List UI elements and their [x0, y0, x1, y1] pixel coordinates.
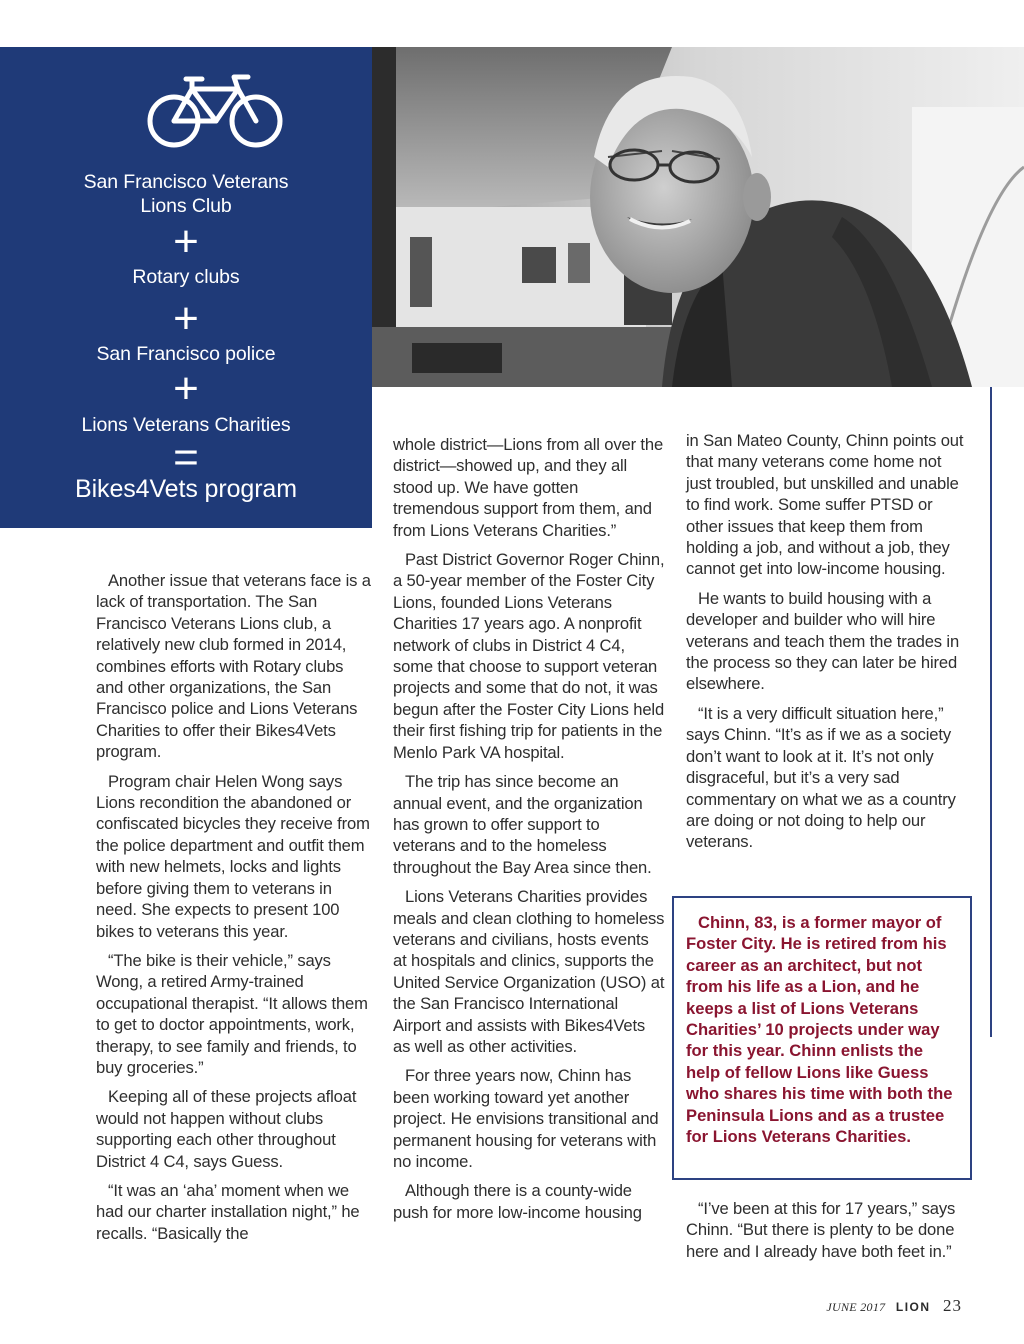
page-number: 23	[943, 1296, 962, 1315]
issue-date: JUNE 2017	[826, 1300, 886, 1314]
article-column-1	[96, 570, 374, 1252]
bicycle-icon	[146, 73, 284, 149]
bikes4vets-infobox	[0, 47, 372, 528]
paragraph: Program chair Helen Wong says Lions recondition the abandoned or confiscated bicycles they receive from the police department and outfit them with new helmets, locks and lights before giving them to veterans in need. She expects to present 100 bikes to veterans this year.	[96, 771, 370, 941]
plus-sign: +	[173, 364, 199, 413]
paragraph: “It was an ‘aha’ moment when we had our charter installation night,” he recalls. “Basically the	[96, 1180, 360, 1243]
paragraph: Another issue that veterans face is a lack of transportation. The San Francisco Veterans Lions club, a relatively new club formed in 2014, combines efforts with Rotary clubs and other organizations, the San Francisco police and Lions Veterans Charities to offer their Bikes4Vets program.	[96, 571, 371, 762]
paragraph: He wants to build housing with a developer and builder who will hire veterans and teach them the trades in the process so they can later be hired elsewhere.	[686, 588, 960, 694]
infobox-result: Bikes4Vets program	[75, 475, 297, 503]
paragraph: in San Mateo County, Chinn points out that many veterans come home not just troubled, but unskilled and unable to find work. Some suffer PTSD or other issues that keep them from holding a job, and without a job, they cannot get into low-income housing.	[686, 431, 964, 579]
pull-quote	[672, 896, 972, 1180]
pull-quote-text: Chinn, 83, is a former mayor of Foster City. He is retired from his career as an architect, but not from his life as a Lion, and he keeps a list of Lions Veterans Charities’ 10 projects under way for this year. Chinn enlists the help of fellow Lions like Guess who shares his time with both the Peninsula Lions and as a trustee for Lions Veterans Charities.	[686, 913, 953, 1147]
paragraph: “The bike is their vehicle,” says Wong, a retired Army-trained occupational therapist. “It allows them to get to doctor appointments, work, therapy, to see family and friends, to buy groceries.”	[96, 950, 368, 1077]
paragraph: Although there is a county-wide push for more low-income housing	[393, 1181, 642, 1222]
magazine-name: LION	[895, 1300, 931, 1314]
infobox-line-charities: Lions Veterans Charities	[81, 414, 291, 436]
paragraph: Past District Governor Roger Chinn, a 50-year member of the Foster City Lions, founded Lions Veterans Charities 17 years ago. A nonprofit network of clubs in District 4 C4, some that choose to support veteran projects and some that do not, it was begun after the Foster City Lions held their first fishing trip for patients in the Menlo Park VA hospital.	[393, 550, 665, 762]
portrait-image	[372, 47, 1024, 387]
infobox-line-sf-veterans: San Francisco Veterans	[83, 171, 289, 193]
paragraph: “It is a very difficult situation here,” says Chinn. “It’s as if we as a society don’t want to look at it. It’s not only disgraceful, but it’s a very sad commentary on what we as a country are doing or not doing to help our veterans.	[686, 703, 956, 852]
article-column-3-end	[686, 1198, 964, 1270]
infobox-line-rotary: Rotary clubs	[132, 266, 240, 288]
portrait-photo	[372, 47, 1024, 387]
equals-sign: =	[173, 433, 199, 482]
paragraph: Keeping all of these projects afloat would not happen without clubs supporting each other throughout District 4 C4, says Guess.	[96, 1087, 357, 1171]
paragraph: For three years now, Chinn has been working toward yet another project. He envisions transitional and permanent housing for veterans with no income.	[393, 1066, 659, 1171]
infobox-line-police: San Francisco police	[96, 343, 276, 365]
vertical-rule	[990, 387, 992, 1037]
paragraph: Lions Veterans Charities provides meals and clean clothing to homeless veterans and civilians, hosts events at hospitals and clinics, supports the United Service Organization (USO) at the San Francisco International Airport and assists with Bikes4Vets as well as other activities.	[393, 887, 665, 1056]
article-column-2	[393, 434, 665, 1231]
article-column-3	[686, 430, 964, 861]
infobox-line-lions-club: Lions Club	[140, 195, 232, 217]
page-folio	[826, 1296, 962, 1318]
plus-sign: +	[173, 294, 199, 343]
plus-sign: +	[173, 217, 199, 266]
paragraph: whole district—Lions from all over the district—showed up, and they all stood up. We have gotten tremendous support from them, and from Lions Veterans Charities.”	[393, 435, 664, 540]
paragraph: The trip has since become an annual event, and the organization has grown to offer support to veterans and to the homeless throughout the Bay Area since then.	[393, 772, 652, 877]
paragraph: “I’ve been at this for 17 years,” says Chinn. “But there is plenty to be done here and I already have both feet in.”	[686, 1199, 956, 1261]
